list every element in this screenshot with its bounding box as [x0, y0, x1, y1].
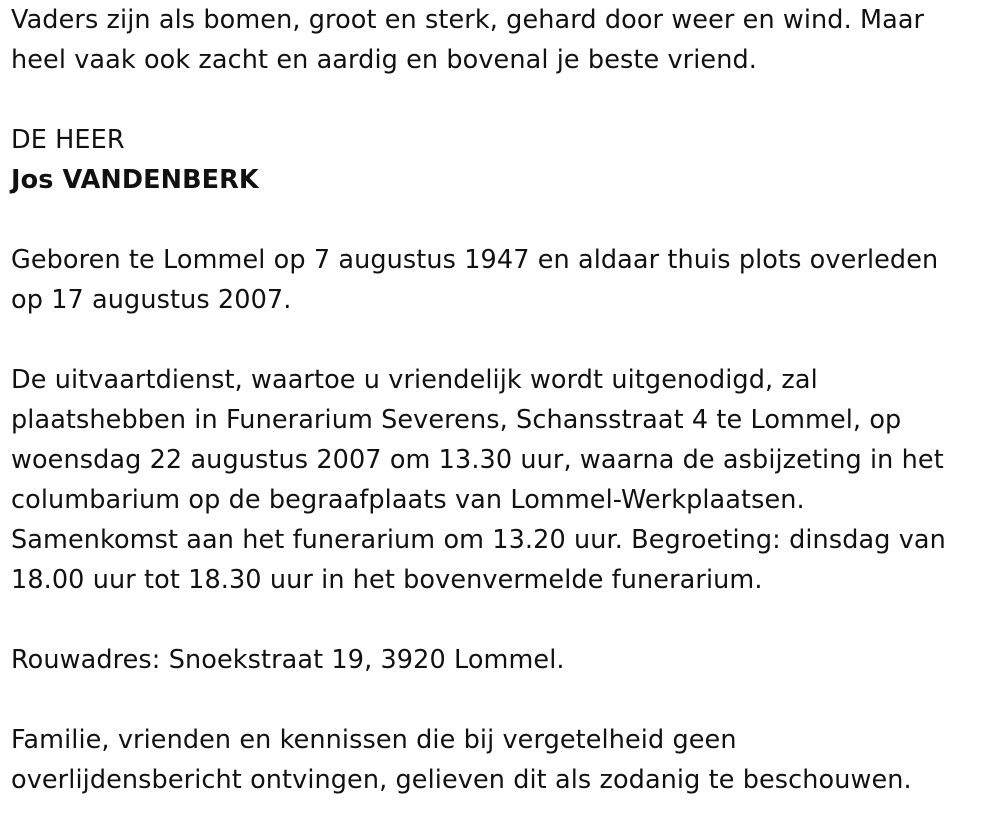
service-paragraph: [11, 360, 991, 600]
obituary-document: [11, 0, 991, 800]
service-line: plaatshebben in Funerarium Severens, Schansstraat 4 te Lommel, op: [11, 405, 902, 435]
spacer: [11, 680, 991, 720]
service-line: De uitvaartdienst, waartoe u vriendelijk wordt uitgenodigd, zal: [11, 365, 818, 395]
spacer: [11, 600, 991, 640]
spacer: [11, 200, 991, 240]
address-paragraph: [11, 640, 991, 680]
birth-paragraph: [11, 240, 991, 320]
quote-line: Vaders zijn als bomen, groot en sterk, gehard door weer en wind. Maar: [11, 5, 925, 35]
birth-line: Geboren te Lommel op 7 augustus 1947 en aldaar thuis plots overleden: [11, 245, 939, 275]
closing-line: overlijdensbericht ontvingen, gelieven dit als zodanig te beschouwen.: [11, 765, 912, 795]
service-line: columbarium op de begraafplaats van Lommel-Werkplaatsen.: [11, 485, 805, 515]
deceased-name: Jos VANDENBERK: [11, 165, 259, 195]
service-line: Samenkomst aan het funerarium om 13.20 uur. Begroeting: dinsdag van: [11, 525, 946, 555]
service-line: woensdag 22 augustus 2007 om 13.30 uur, waarna de asbijzeting in het: [11, 445, 944, 475]
mourning-address: Rouwadres: Snoekstraat 19, 3920 Lommel.: [11, 645, 565, 675]
quote-line: heel vaak ook zacht en aardig en bovenal je beste vriend.: [11, 45, 757, 75]
title-heading: [11, 120, 991, 200]
spacer: [11, 320, 991, 360]
spacer: [11, 80, 991, 120]
honorific-title: DE HEER: [11, 125, 125, 155]
closing-paragraph: [11, 720, 991, 800]
service-line: 18.00 uur tot 18.30 uur in het bovenvermelde funerarium.: [11, 565, 763, 595]
birth-line: op 17 augustus 2007.: [11, 285, 292, 315]
closing-line: Familie, vrienden en kennissen die bij vergetelheid geen: [11, 725, 737, 755]
quote-paragraph: [11, 0, 991, 80]
